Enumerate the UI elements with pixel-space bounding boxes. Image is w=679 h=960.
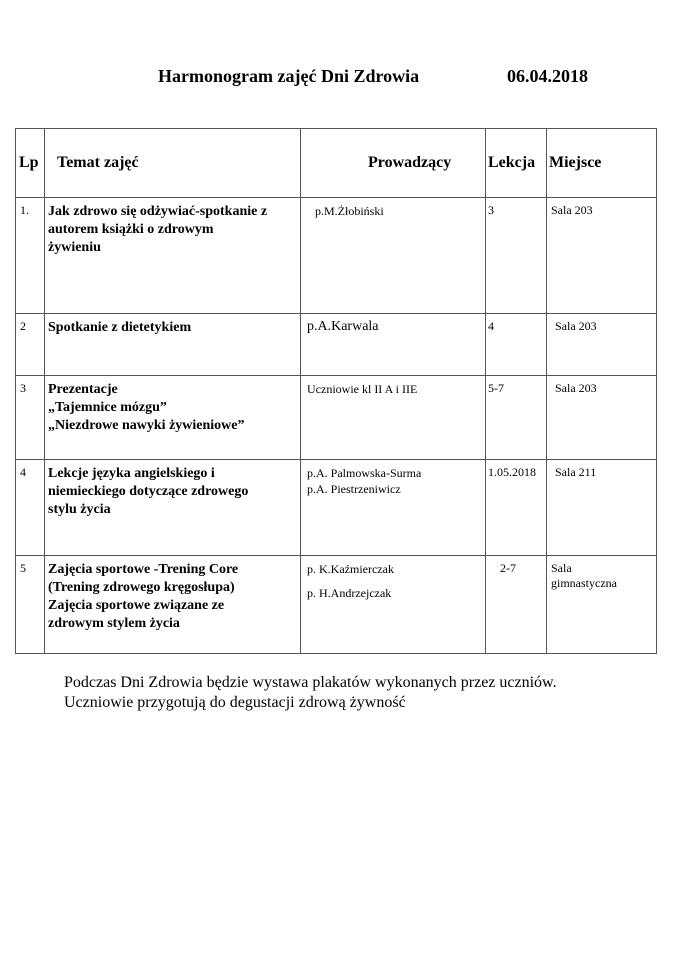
row-place: Sala 203 [547,198,657,314]
notes-section [64,673,584,713]
document-title: Harmonogram zajęć Dni Zdrowia [158,66,420,86]
row-number: 5 [16,556,45,654]
column-header-lp: Lp [16,129,45,198]
row-lesson: 3 [486,198,547,314]
row-place: Sala gimnastyczna [547,556,657,654]
column-header-leader: Prowadzący [301,129,486,198]
row-topic: Prezentacje „Tajemnice mózgu” „Niezdrowe nawyki żywieniowe” [45,376,301,460]
row-lesson: 1.05.2018 [486,460,547,556]
row-topic: Zajęcia sportowe -Trening Core (Trening zdrowego kręgosłupa) Zajęcia sportowe związane ze zdrowym stylem życia [45,556,301,654]
row-lesson: 4 [486,314,547,376]
schedule-table [15,128,657,654]
row-number: 3 [16,376,45,460]
table-row [16,198,657,314]
row-leader: p.A. Palmowska-Surma p.A. Piestrzeniwicz [301,460,486,556]
row-number: 2 [16,314,45,376]
note-exhibition: Podczas Dni Zdrowia będzie wystawa plakatów wykonanych przez uczniów. [64,674,557,691]
document-date: 06.04.2018 [507,66,588,86]
row-leader: Uczniowie kl II A i IIE [301,376,486,460]
table-row [16,556,657,654]
column-header-topic: Temat zajęć [45,129,301,198]
row-place: Sala 203 [547,376,657,460]
note-tasting: Uczniowie przygotują do degustacji zdrową żywność [64,694,406,711]
row-leader: p.A.Karwala [301,314,486,376]
row-topic: Spotkanie z dietetykiem [45,314,301,376]
row-place: Sala 211 [547,460,657,556]
table-row [16,460,657,556]
row-topic: Lekcje języka angielskiego i niemieckiego dotyczące zdrowego stylu życia [45,460,301,556]
row-number: 4 [16,460,45,556]
column-header-lesson: Lekcja [486,129,547,198]
table-row [16,314,657,376]
row-number: 1. [16,198,45,314]
row-lesson: 5-7 [486,376,547,460]
row-lesson: 2-7 [486,556,547,654]
row-place: Sala 203 [547,314,657,376]
table-header-row [16,129,657,198]
row-leader: p. K.Kaźmierczak p. H.Andrzejczak [301,556,486,654]
row-leader: p.M.Żłobiński [301,198,486,314]
row-topic: Jak zdrowo się odżywiać-spotkanie z autorem książki o zdrowym żywieniu [45,198,301,314]
table-row [16,376,657,460]
column-header-place: Miejsce [547,129,657,198]
